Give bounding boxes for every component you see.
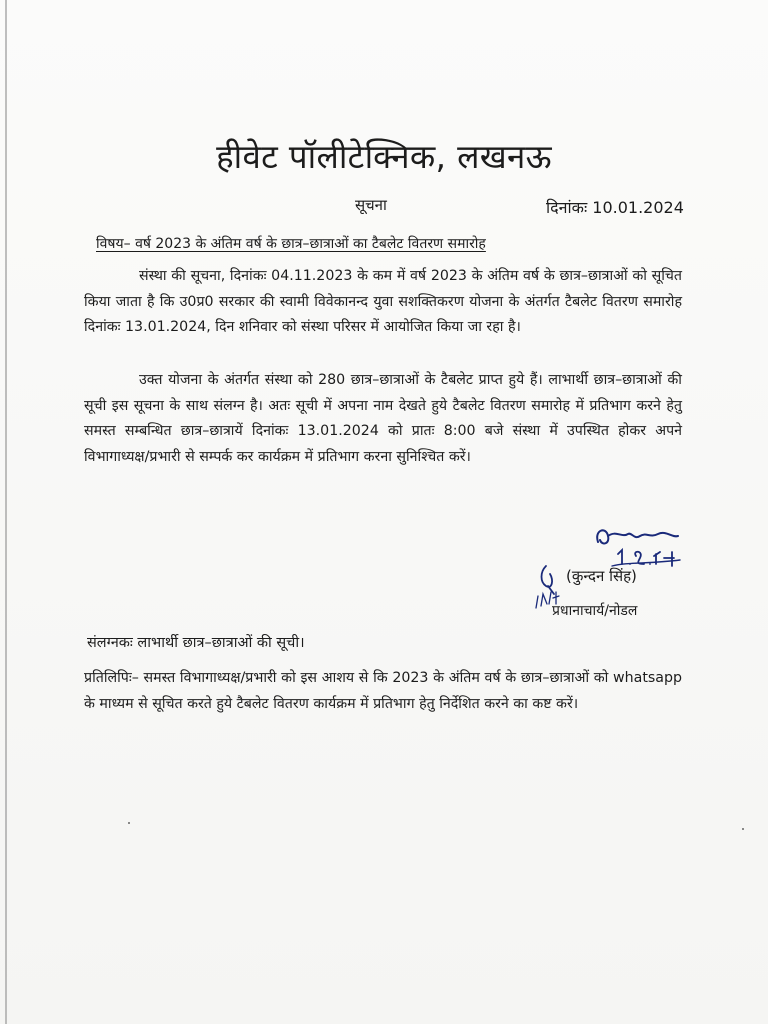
body-paragraph-2 (84, 368, 682, 470)
copy-to-paragraph: प्रतिलिपिः– समस्त विभागाध्यक्ष/प्रभारी को इस आशय से कि 2023 के अंतिम वर्ष के छात्र–छात्राओं को whatsapp के माध्यम से सूचित करते हुये टैबलेट वितरण कार्यक्रम में प्रतिभाग हेतु निर्देशित करने का कष्ट करें। (84, 670, 682, 712)
notice-label: सूचना (355, 196, 387, 214)
signer-designation: प्रधानाचार्य/नोडल (552, 603, 638, 619)
signer-name: (कुन्दन सिंह) (566, 567, 637, 585)
body-paragraph-1 (84, 264, 682, 341)
paper-speck (128, 822, 130, 824)
paper-speck (742, 828, 744, 830)
subject-line: विषय– वर्ष 2023 के अंतिम वर्ष के छात्र–छात्राओं का टैबलेट वितरण समारोह (96, 236, 486, 252)
body-paragraph-1-text: संस्था की सूचना, दिनांकः 04.11.2023 के कम में वर्ष 2023 के अंतिम वर्ष के छात्र–छात्राओं को सूचित किया जाता है कि उ0प्र0 सरकार की स्वामी विवेकानन्द युवा सशक्तिकरण योजना के अंतर्गत टैबलेट वितरण समारोह दिनांकः 13.01.2024, दिन शनिवार को संस्था परिसर में आयोजित किया जा रहा है। (84, 268, 682, 335)
notice-date: दिनांकः 10.01.2024 (546, 198, 684, 217)
body-paragraph-2-text: उक्त योजना के अंतर्गत संस्था को 280 छात्र–छात्राओं के टैबलेट प्राप्त हुये हैं। लाभार्थी छात्र–छात्राओं की सूची इस सूचना के साथ संलग्न है। अतः सूची में अपना नाम देखते हुये टैबलेट वितरण समारोह में प्रतिभाग करने हेतु समस्त सम्बन्धित छात्र–छात्रायें दिनांकः 13.01.2024 को प्रातः 8:00 बजे संस्था में उपस्थित होकर अपने विभागाध्यक्ष/प्रभारी से सम्पर्क कर कार्यक्रम में प्रतिभाग करना सुनिश्चित करें। (84, 372, 682, 465)
enclosure-line: संलग्नकः लाभार्थी छात्र–छात्राओं की सूची। (87, 635, 305, 651)
institution-title: हीवेट पॉलीटेक्निक, लखनऊ (216, 137, 552, 176)
